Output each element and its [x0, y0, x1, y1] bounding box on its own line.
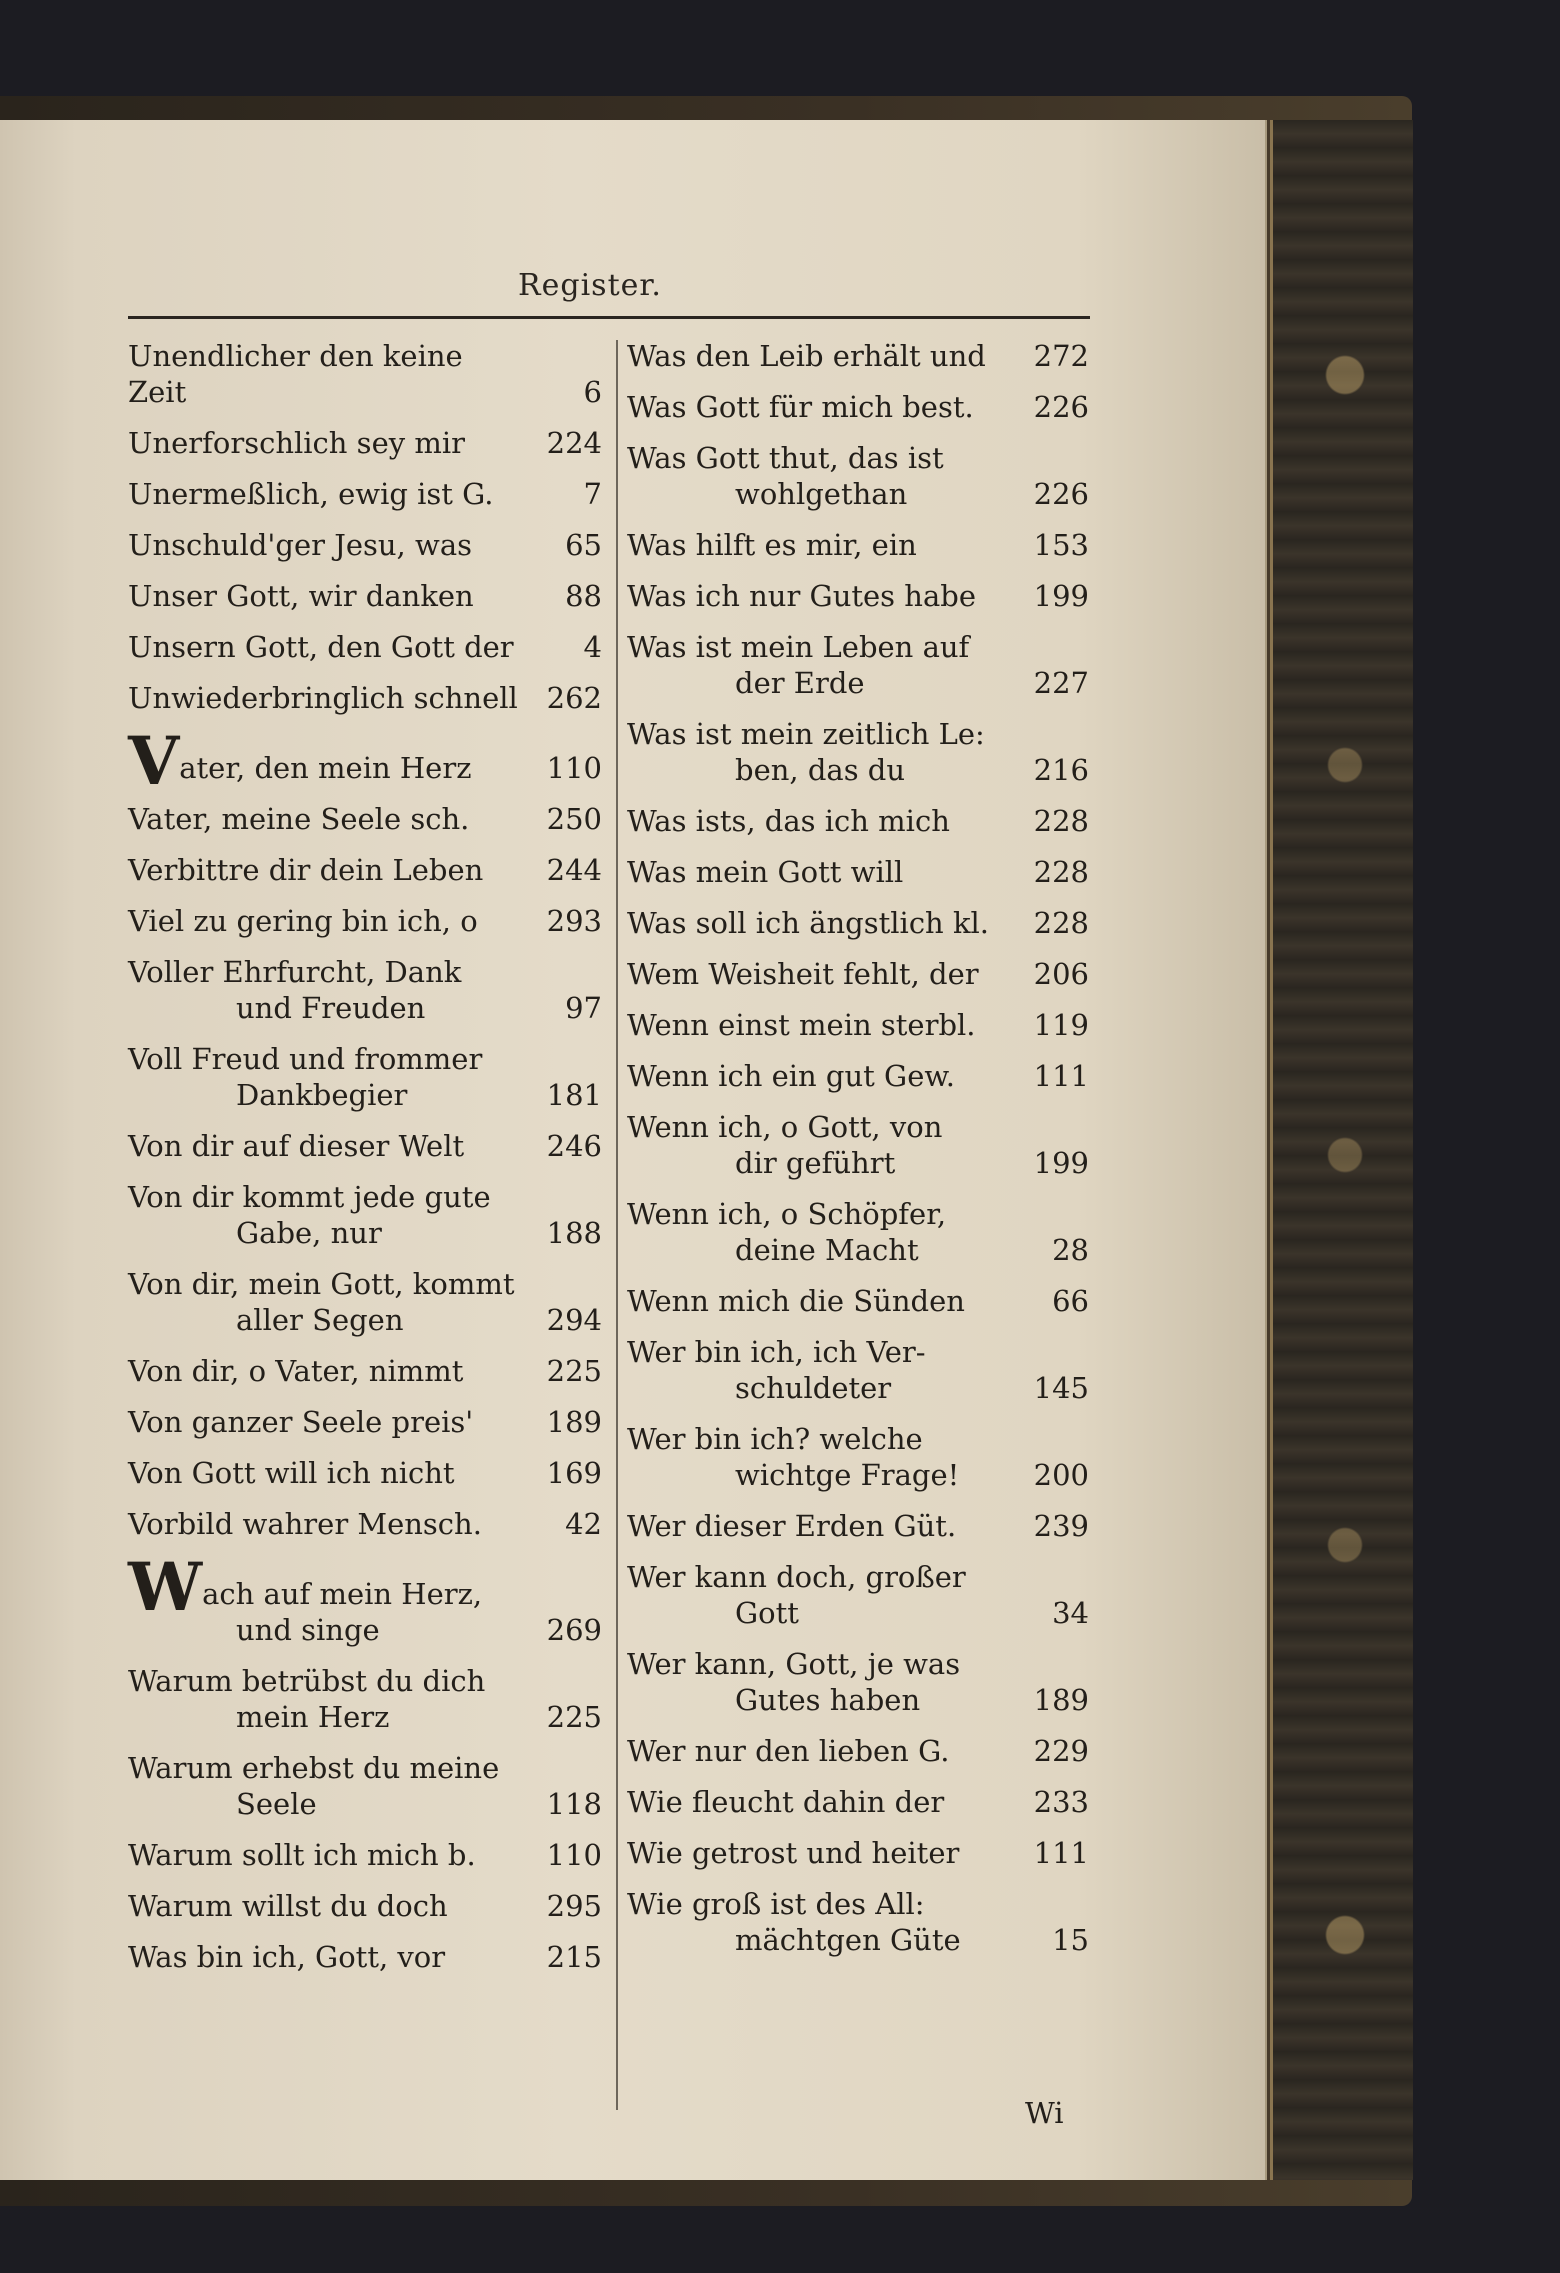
index-entry [627, 1559, 1089, 1631]
index-entry [627, 440, 1089, 512]
page-number: 246 [546, 1129, 602, 1163]
index-entry [627, 1733, 1089, 1769]
entry-line: Unsern Gott, den Gott der [128, 630, 514, 664]
entry-line-continued: wohlgethan [735, 477, 908, 511]
header-rule [128, 316, 1090, 319]
entry-text [128, 680, 522, 716]
page-number: 200 [1033, 1458, 1089, 1492]
page-number: 28 [1052, 1233, 1089, 1267]
index-entry [627, 1835, 1089, 1871]
entry-line: Von Gott will ich nicht [128, 1456, 455, 1490]
page-number: 228 [1033, 804, 1089, 838]
index-entry [627, 1058, 1089, 1094]
entry-text [627, 1784, 1009, 1820]
entry-text [128, 425, 522, 461]
entry-text [128, 527, 522, 563]
entry-text [627, 1007, 1009, 1043]
index-entry [627, 1007, 1089, 1043]
entry-line: Viel zu gering bin ich, o [128, 904, 478, 938]
index-entry [128, 338, 602, 410]
page-number: 226 [1033, 477, 1089, 511]
entry-text [627, 854, 1009, 890]
book-page [0, 120, 1267, 2180]
index-entry [627, 1784, 1089, 1820]
page-number: 189 [1033, 1683, 1089, 1717]
page-number: 262 [546, 681, 602, 715]
entry-line: Von dir, mein Gott, kommt [128, 1267, 515, 1301]
page-number: 250 [546, 802, 602, 836]
index-entry [627, 338, 1089, 374]
entry-line: Warum willst du doch [128, 1889, 448, 1923]
page-number: 110 [546, 1838, 602, 1872]
entry-text [128, 801, 522, 837]
index-entry [128, 476, 602, 512]
entry-text [128, 722, 522, 800]
entry-line: ach auf mein Herz, [202, 1577, 483, 1611]
page-number: 15 [1052, 1923, 1089, 1957]
entry-line: Wer bin ich, ich Ver- [627, 1335, 926, 1369]
entry-text [627, 1733, 1009, 1769]
index-entry [128, 629, 602, 665]
entry-line: Was mein Gott will [627, 855, 904, 889]
page-number: 269 [546, 1613, 602, 1647]
page-number: 189 [546, 1405, 602, 1439]
page-number: 34 [1052, 1596, 1089, 1630]
initial-letter: W [128, 1548, 203, 1626]
page-number: 272 [1033, 339, 1089, 373]
page-number: 225 [546, 1700, 602, 1734]
entry-line: Unser Gott, wir danken [128, 579, 474, 613]
entry-line-continued: der Erde [735, 666, 865, 700]
gilt-ornament [1295, 180, 1395, 2130]
page-number: 229 [1033, 1734, 1089, 1768]
page-number: 119 [1033, 1008, 1089, 1042]
entry-text [128, 1455, 522, 1491]
entry-line: Von dir kommt jede gute [128, 1180, 491, 1214]
entry-line: Wer kann, Gott, je was [627, 1647, 961, 1681]
column-divider [616, 340, 618, 2110]
page-number: 228 [1033, 855, 1089, 889]
entry-text [627, 1283, 1009, 1319]
entry-line: Vater, meine Seele sch. [128, 802, 470, 836]
index-entry [128, 801, 602, 837]
page-number: 225 [546, 1354, 602, 1388]
page-number: 239 [1033, 1509, 1089, 1543]
index-entry [128, 1750, 602, 1822]
entry-line: Wenn ich, o Schöpfer, [627, 1197, 947, 1231]
entry-line: Unerforschlich sey mir [128, 426, 465, 460]
entry-text [627, 1835, 1009, 1871]
entry-text [128, 954, 522, 1026]
index-entry [128, 578, 602, 614]
entry-line: Was ich nur Gutes habe [627, 579, 976, 613]
entry-line-continued: aller Segen [236, 1303, 404, 1337]
entry-text [627, 338, 1009, 374]
page-number: 295 [546, 1889, 602, 1923]
entry-line: Von ganzer Seele preis' [128, 1405, 474, 1439]
page-number: 244 [546, 853, 602, 887]
entry-text [627, 389, 1009, 425]
page-number: 4 [583, 630, 602, 664]
page-number: 227 [1033, 666, 1089, 700]
page-number: 145 [1033, 1371, 1089, 1405]
entry-line-continued: Gott [735, 1596, 799, 1630]
page-number: 6 [583, 375, 602, 409]
entry-text [627, 1058, 1009, 1094]
entry-text [128, 578, 522, 614]
page-number: 293 [546, 904, 602, 938]
entry-line-continued: Seele [236, 1787, 317, 1821]
entry-line: Verbittre dir dein Leben [128, 853, 484, 887]
page-number: 199 [1033, 579, 1089, 613]
entry-text [627, 629, 1009, 701]
page-number: 294 [546, 1303, 602, 1337]
entry-line-continued: wichtge Frage! [735, 1458, 960, 1492]
page-number: 88 [565, 579, 602, 613]
entry-text [128, 852, 522, 888]
page-number: 66 [1052, 1284, 1089, 1318]
page-number: 216 [1033, 753, 1089, 787]
index-entry [128, 1663, 602, 1735]
entry-text [627, 440, 1009, 512]
entry-line: ater, den mein Herz [179, 751, 472, 785]
index-entry [128, 722, 602, 800]
index-entry [627, 1886, 1089, 1958]
initial-letter: V [128, 722, 180, 800]
entry-text [627, 1196, 1009, 1268]
index-entry [128, 954, 602, 1026]
page-number: 228 [1033, 906, 1089, 940]
entry-text [128, 1663, 522, 1735]
entry-text [128, 1888, 522, 1924]
entry-line: Was ists, das ich mich [627, 804, 950, 838]
index-entry [627, 629, 1089, 701]
entry-line-continued: ben, das du [735, 753, 906, 787]
index-entry [128, 1041, 602, 1113]
entry-text [627, 578, 1009, 614]
entry-line: Wer dieser Erden Güt. [627, 1509, 957, 1543]
entry-line: Warum sollt ich mich b. [128, 1838, 476, 1872]
entry-text [128, 1266, 522, 1338]
entry-line: Was ist mein zeitlich Le: [627, 717, 985, 751]
page-number: 224 [546, 426, 602, 460]
page-number: 7 [583, 477, 602, 511]
entry-text [627, 1109, 1009, 1181]
entry-line-continued: Dankbegier [236, 1078, 408, 1112]
entry-line: Wie fleucht dahin der [627, 1785, 945, 1819]
entry-text [128, 903, 522, 939]
entry-text [128, 338, 522, 410]
entry-text [627, 803, 1009, 839]
index-entry [627, 1109, 1089, 1181]
index-entry [627, 1334, 1089, 1406]
entry-text [627, 905, 1009, 941]
page-number: 233 [1033, 1785, 1089, 1819]
page-number: 181 [546, 1078, 602, 1112]
index-entry [128, 1179, 602, 1251]
entry-line: Was hilft es mir, ein [627, 528, 917, 562]
entry-text [128, 1353, 522, 1389]
index-entry [128, 1128, 602, 1164]
entry-line: Was Gott thut, das ist [627, 441, 944, 475]
entry-line-continued: und Freuden [236, 991, 426, 1025]
index-entry [128, 852, 602, 888]
entry-line: Unendlicher den keine Zeit [128, 339, 463, 409]
entry-text [128, 1128, 522, 1164]
entry-text [627, 1646, 1009, 1718]
entry-line: Unermeßlich, ewig ist G. [128, 477, 494, 511]
entry-line: Wie getrost und heiter [627, 1836, 960, 1870]
index-entry [627, 527, 1089, 563]
entry-line: Wenn mich die Sünden [627, 1284, 965, 1318]
entry-line: Vorbild wahrer Mensch. [128, 1507, 482, 1541]
entry-line: Wer bin ich? welche [627, 1422, 923, 1456]
page-number: 153 [1033, 528, 1089, 562]
index-entry [128, 425, 602, 461]
index-entry [128, 1404, 602, 1440]
index-entry [627, 716, 1089, 788]
entry-text [627, 956, 1009, 992]
index-entry [627, 1421, 1089, 1493]
entry-line-continued: und singe [236, 1613, 380, 1647]
entry-line: Wer kann doch, großer [627, 1560, 966, 1594]
index-entry [128, 527, 602, 563]
index-column-left [128, 338, 602, 1990]
page-number: 110 [546, 751, 602, 785]
entry-line-continued: deine Macht [735, 1233, 919, 1267]
page-header: Register. [518, 268, 662, 303]
index-column-right [627, 338, 1089, 1973]
page-number: 42 [565, 1507, 602, 1541]
entry-line-continued: mein Herz [236, 1700, 390, 1734]
entry-line-continued: Gabe, nur [236, 1216, 382, 1250]
entry-text [627, 716, 1009, 788]
index-entry [627, 905, 1089, 941]
index-entry [128, 1548, 602, 1648]
index-entry [128, 1888, 602, 1924]
index-entry [128, 680, 602, 716]
entry-line: Wenn ich ein gut Gew. [627, 1059, 955, 1093]
entry-text [627, 1421, 1009, 1493]
page-number: 199 [1033, 1146, 1089, 1180]
entry-text [128, 1939, 522, 1975]
entry-text [128, 476, 522, 512]
entry-line-continued: schuldeter [735, 1371, 892, 1405]
entry-line-continued: dir geführt [735, 1146, 896, 1180]
entry-line: Was ist mein Leben auf [627, 630, 970, 664]
index-entry [627, 389, 1089, 425]
entry-line: Wie groß ist des All: [627, 1887, 925, 1921]
entry-line: Unschuld'ger Jesu, was [128, 528, 472, 562]
index-entry [128, 1939, 602, 1975]
entry-text [128, 1179, 522, 1251]
index-entry [627, 1646, 1089, 1718]
entry-line: Wenn ich, o Gott, von [627, 1110, 943, 1144]
index-entry [627, 1196, 1089, 1268]
entry-line: Wer nur den lieben G. [627, 1734, 950, 1768]
entry-text [128, 1506, 522, 1542]
entry-line: Warum betrübst du dich [128, 1664, 486, 1698]
entry-text [627, 1334, 1009, 1406]
index-entry [627, 956, 1089, 992]
entry-text [128, 1041, 522, 1113]
entry-line: Unwiederbringlich schnell [128, 681, 518, 715]
entry-line: Was soll ich ängstlich kl. [627, 906, 990, 940]
index-entry [627, 1283, 1089, 1319]
index-entry [627, 578, 1089, 614]
index-entry [128, 1506, 602, 1542]
index-entry [128, 1455, 602, 1491]
entry-text [128, 1548, 522, 1648]
page-number: 206 [1033, 957, 1089, 991]
entry-line: Wenn einst mein sterbl. [627, 1008, 976, 1042]
entry-line: Von dir, o Vater, nimmt [128, 1354, 464, 1388]
entry-text [627, 1559, 1009, 1631]
index-entry [627, 1508, 1089, 1544]
page-number: 118 [546, 1787, 602, 1821]
page-number: 215 [546, 1940, 602, 1974]
page-number: 65 [565, 528, 602, 562]
entry-line: Was den Leib erhält und [627, 339, 986, 373]
entry-text [128, 1837, 522, 1873]
entry-line: Was Gott für mich best. [627, 390, 974, 424]
page-number: 111 [1033, 1836, 1089, 1870]
index-entry [128, 1837, 602, 1873]
page-number: 97 [565, 991, 602, 1025]
index-entry [128, 1266, 602, 1338]
entry-text [627, 1508, 1009, 1544]
entry-line: Was bin ich, Gott, vor [128, 1940, 446, 1974]
entry-line: Voll Freud und frommer [128, 1042, 483, 1076]
entry-line-continued: Gutes haben [735, 1683, 921, 1717]
page-number: 188 [546, 1216, 602, 1250]
index-entry [128, 903, 602, 939]
index-entry [627, 854, 1089, 890]
index-entry [627, 803, 1089, 839]
entry-line-continued: mächtgen Güte [735, 1923, 961, 1957]
page-number: 226 [1033, 390, 1089, 424]
entry-text [128, 629, 522, 665]
page-number: 111 [1033, 1059, 1089, 1093]
entry-line: Wem Weisheit fehlt, der [627, 957, 979, 991]
page-number: 169 [546, 1456, 602, 1490]
entry-line: Warum erhebst du meine [128, 1751, 500, 1785]
entry-text [128, 1404, 522, 1440]
index-entry [128, 1353, 602, 1389]
entry-line: Voller Ehrfurcht, Dank [128, 955, 462, 989]
entry-line: Von dir auf dieser Welt [128, 1129, 465, 1163]
entry-text [627, 1886, 1009, 1958]
entry-text [627, 527, 1009, 563]
entry-text [128, 1750, 522, 1822]
catchword: Wi [1025, 2096, 1064, 2130]
